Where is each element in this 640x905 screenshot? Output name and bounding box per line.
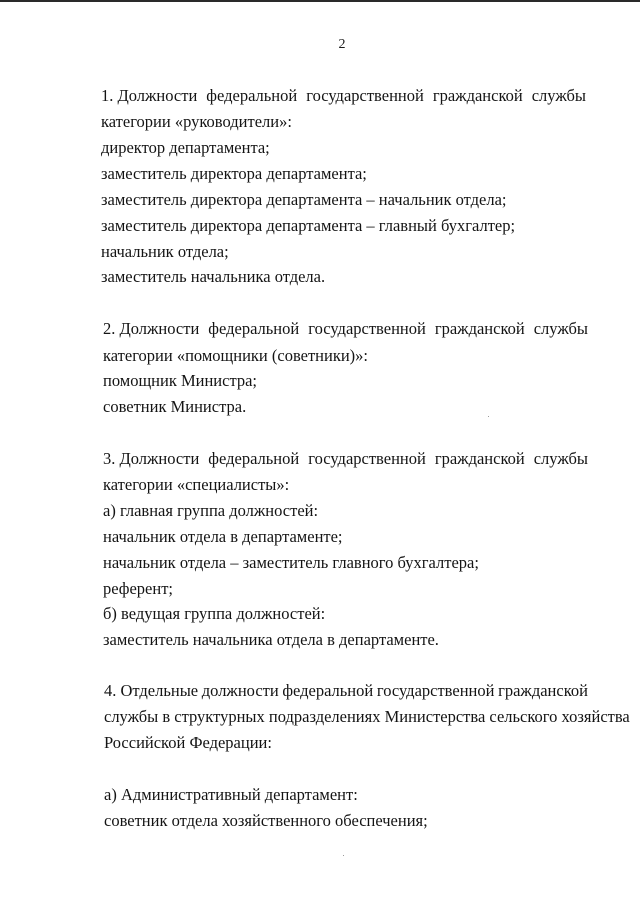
- section-4-line: Российской Федерации:: [104, 733, 272, 752]
- section-2-word: службы: [533, 319, 588, 338]
- scan-speck: [488, 416, 489, 417]
- section-3-word: государственной: [308, 449, 426, 468]
- scan-top-edge: [0, 0, 640, 2]
- section-4-line: службы в структурных подразделениях Министерства сельского хозяйства: [104, 707, 630, 726]
- section-4-word: гражданской: [498, 681, 588, 700]
- section-3-word: службы: [533, 449, 588, 468]
- section-4-word: федеральной: [282, 681, 374, 700]
- section-1-line: заместитель начальника отдела.: [101, 267, 326, 286]
- section-2-word: государственной: [308, 319, 426, 338]
- section-2-word: 2. Должности: [103, 319, 200, 338]
- subsection-line: советник отдела хозяйственного обеспечения;: [104, 811, 428, 830]
- section-3-line: б) ведущая группа должностей:: [103, 604, 326, 623]
- section-3-line: заместитель начальника отдела в департаменте.: [103, 630, 439, 649]
- section-2-word: гражданской: [434, 319, 525, 338]
- section-3-word: гражданской: [434, 449, 525, 468]
- section-1-word: федеральной: [206, 86, 298, 105]
- section-3-first-line: [103, 449, 588, 469]
- page-number: 2: [338, 37, 346, 52]
- section-2-line: категории «помощники (советники)»:: [103, 346, 369, 365]
- section-3-line: а) главная группа должностей:: [103, 501, 319, 520]
- section-1-line: начальник отдела;: [101, 242, 229, 261]
- section-3-word: 3. Должности: [103, 449, 200, 468]
- section-1-line: категории «руководители»:: [101, 112, 292, 131]
- section-3-word: федеральной: [208, 449, 300, 468]
- section-2-word: федеральной: [208, 319, 300, 338]
- section-1-line: заместитель директора департамента;: [101, 164, 367, 183]
- section-3-line: категории «специалисты»:: [103, 475, 290, 494]
- section-3-line: начальник отдела – заместитель главного бухгалтера;: [103, 553, 479, 572]
- section-1-line: директор департамента;: [101, 138, 270, 157]
- section-2-line: советник Министра.: [103, 397, 247, 416]
- section-1-line: заместитель директора департамента – главный бухгалтер;: [101, 216, 516, 235]
- section-1-word: государственной: [306, 86, 424, 105]
- section-3-line: начальник отдела в департаменте;: [103, 527, 343, 546]
- section-1-first-line: [101, 86, 586, 106]
- section-4-first-line: [104, 681, 588, 701]
- section-1-word: гражданской: [432, 86, 523, 105]
- section-4-word: государственной: [376, 681, 495, 700]
- subsection-heading: а) Административный департамент:: [104, 785, 358, 804]
- section-1-word: службы: [531, 86, 586, 105]
- section-1-line: заместитель директора департамента – начальник отдела;: [101, 190, 507, 209]
- section-4-word: должности: [201, 681, 279, 700]
- section-1-word: 1. Должности: [101, 86, 198, 105]
- section-2-line: помощник Министра;: [103, 371, 258, 390]
- scan-speck: [343, 855, 344, 856]
- section-3-line: референт;: [103, 579, 173, 598]
- section-2-first-line: [103, 319, 588, 339]
- section-4-word: 4. Отдельные: [104, 681, 199, 700]
